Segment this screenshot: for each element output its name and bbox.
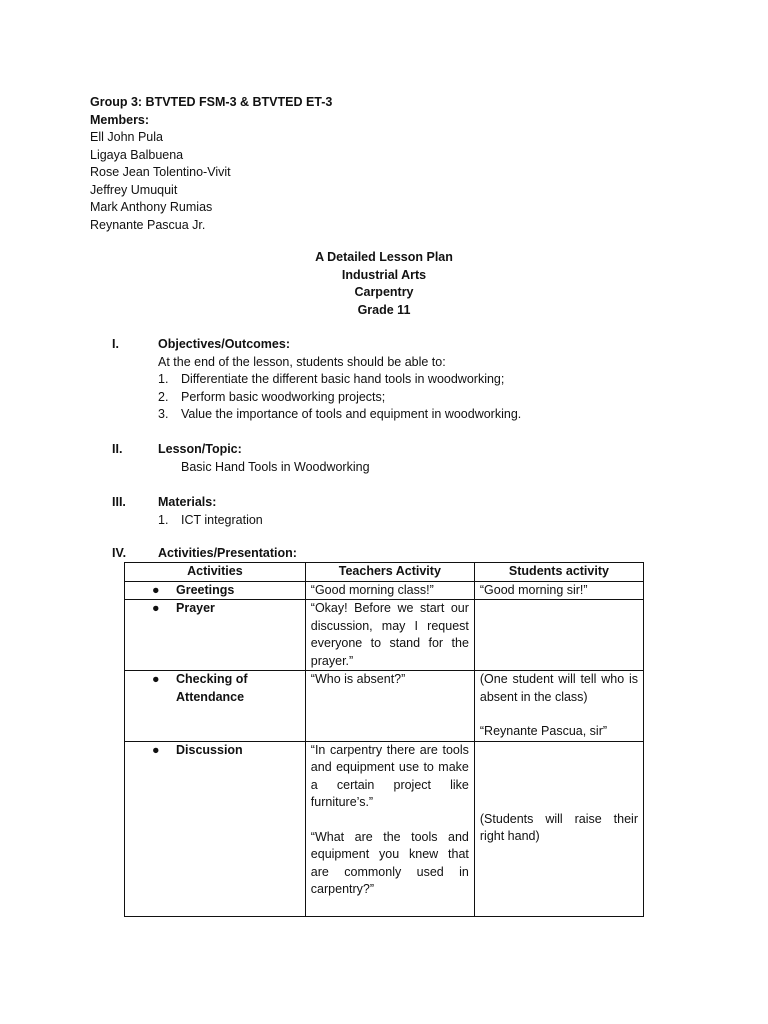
student-cell: “Good morning sir!” (474, 581, 643, 600)
table-row (125, 741, 644, 916)
lesson-plan-title-block (0, 249, 768, 319)
bullet-icon: ● (152, 742, 160, 757)
list-item: 1. ICT integration (158, 512, 263, 527)
student-cell: (One student will tell who is absent in the class) “Reynante Pascua, sir” (474, 671, 643, 742)
members-label: Members: (90, 112, 150, 127)
activity-cell: ● Checking of Attendance (125, 671, 306, 742)
activity-cell: ● Discussion (125, 741, 306, 916)
group-header (90, 94, 510, 234)
column-header: Teachers Activity (305, 563, 474, 582)
document-title: A Detailed Lesson Plan (315, 250, 453, 264)
activity-cell: ● Greetings (125, 581, 306, 600)
section-number: III. (112, 495, 126, 509)
objectives-list (158, 371, 638, 424)
section-number: II. (112, 442, 123, 456)
teacher-cell: “Who is absent?” (305, 671, 474, 742)
section-heading: Activities/Presentation: (158, 546, 297, 560)
list-item: 2. Perform basic woodworking projects; (158, 389, 386, 404)
bullet-icon: ● (152, 601, 160, 615)
member-name: Mark Anthony Rumias (90, 200, 213, 214)
materials-section (158, 494, 638, 529)
activities-table (124, 562, 644, 917)
teacher-cell: “Okay! Before we start our discussion, may I request everyone to stand for the prayer.” (305, 600, 474, 671)
group-title: Group 3: BTVTED FSM-3 & BTVTED ET-3 (90, 95, 333, 109)
column-header: Activities (125, 563, 306, 582)
section-heading: Objectives/Outcomes: (158, 337, 290, 351)
table-row (125, 600, 644, 671)
student-cell (474, 600, 643, 671)
teacher-cell: “Good morning class!” (305, 581, 474, 600)
member-name: Ell John Pula (90, 130, 163, 144)
objectives-intro: At the end of the lesson, students should be able to: (158, 354, 446, 369)
materials-list (158, 512, 638, 530)
activity-cell: ● Prayer (125, 600, 306, 671)
grade-title: Grade 11 (357, 302, 411, 317)
topic-text: Basic Hand Tools in Woodworking (181, 459, 370, 474)
topic-section (158, 441, 638, 476)
subject-title: Industrial Arts (341, 267, 427, 282)
bullet-icon: ● (152, 672, 160, 686)
section-number: IV. (112, 546, 127, 560)
member-name: Reynante Pascua Jr. (90, 217, 206, 232)
column-header: Students activity (474, 563, 643, 582)
bullet-icon: ● (152, 582, 160, 597)
course-title: Carpentry (354, 285, 414, 299)
list-item: 3. Value the importance of tools and equipment in woodworking. (158, 407, 522, 421)
section-heading: Lesson/Topic: (158, 442, 242, 456)
list-item: 1. Differentiate the different basic hand tools in woodworking; (158, 372, 505, 386)
section-number: I. (112, 337, 119, 351)
member-name: Jeffrey Umuquit (90, 182, 178, 197)
member-name: Ligaya Balbuena (90, 147, 184, 162)
table-header-row (125, 563, 644, 582)
table-row (125, 671, 644, 742)
teacher-cell: “In carpentry there are tools and equipment use to make a certain project like furniture’s.” “What are the tools and equipment you knew that are commonly used in carpentry?” (305, 741, 474, 916)
objectives-section (158, 336, 638, 424)
section-heading: Materials: (158, 495, 217, 509)
student-cell: (Students will raise their right hand) (474, 741, 643, 916)
table-row (125, 581, 644, 600)
member-name: Rose Jean Tolentino-Vivit (90, 165, 231, 179)
